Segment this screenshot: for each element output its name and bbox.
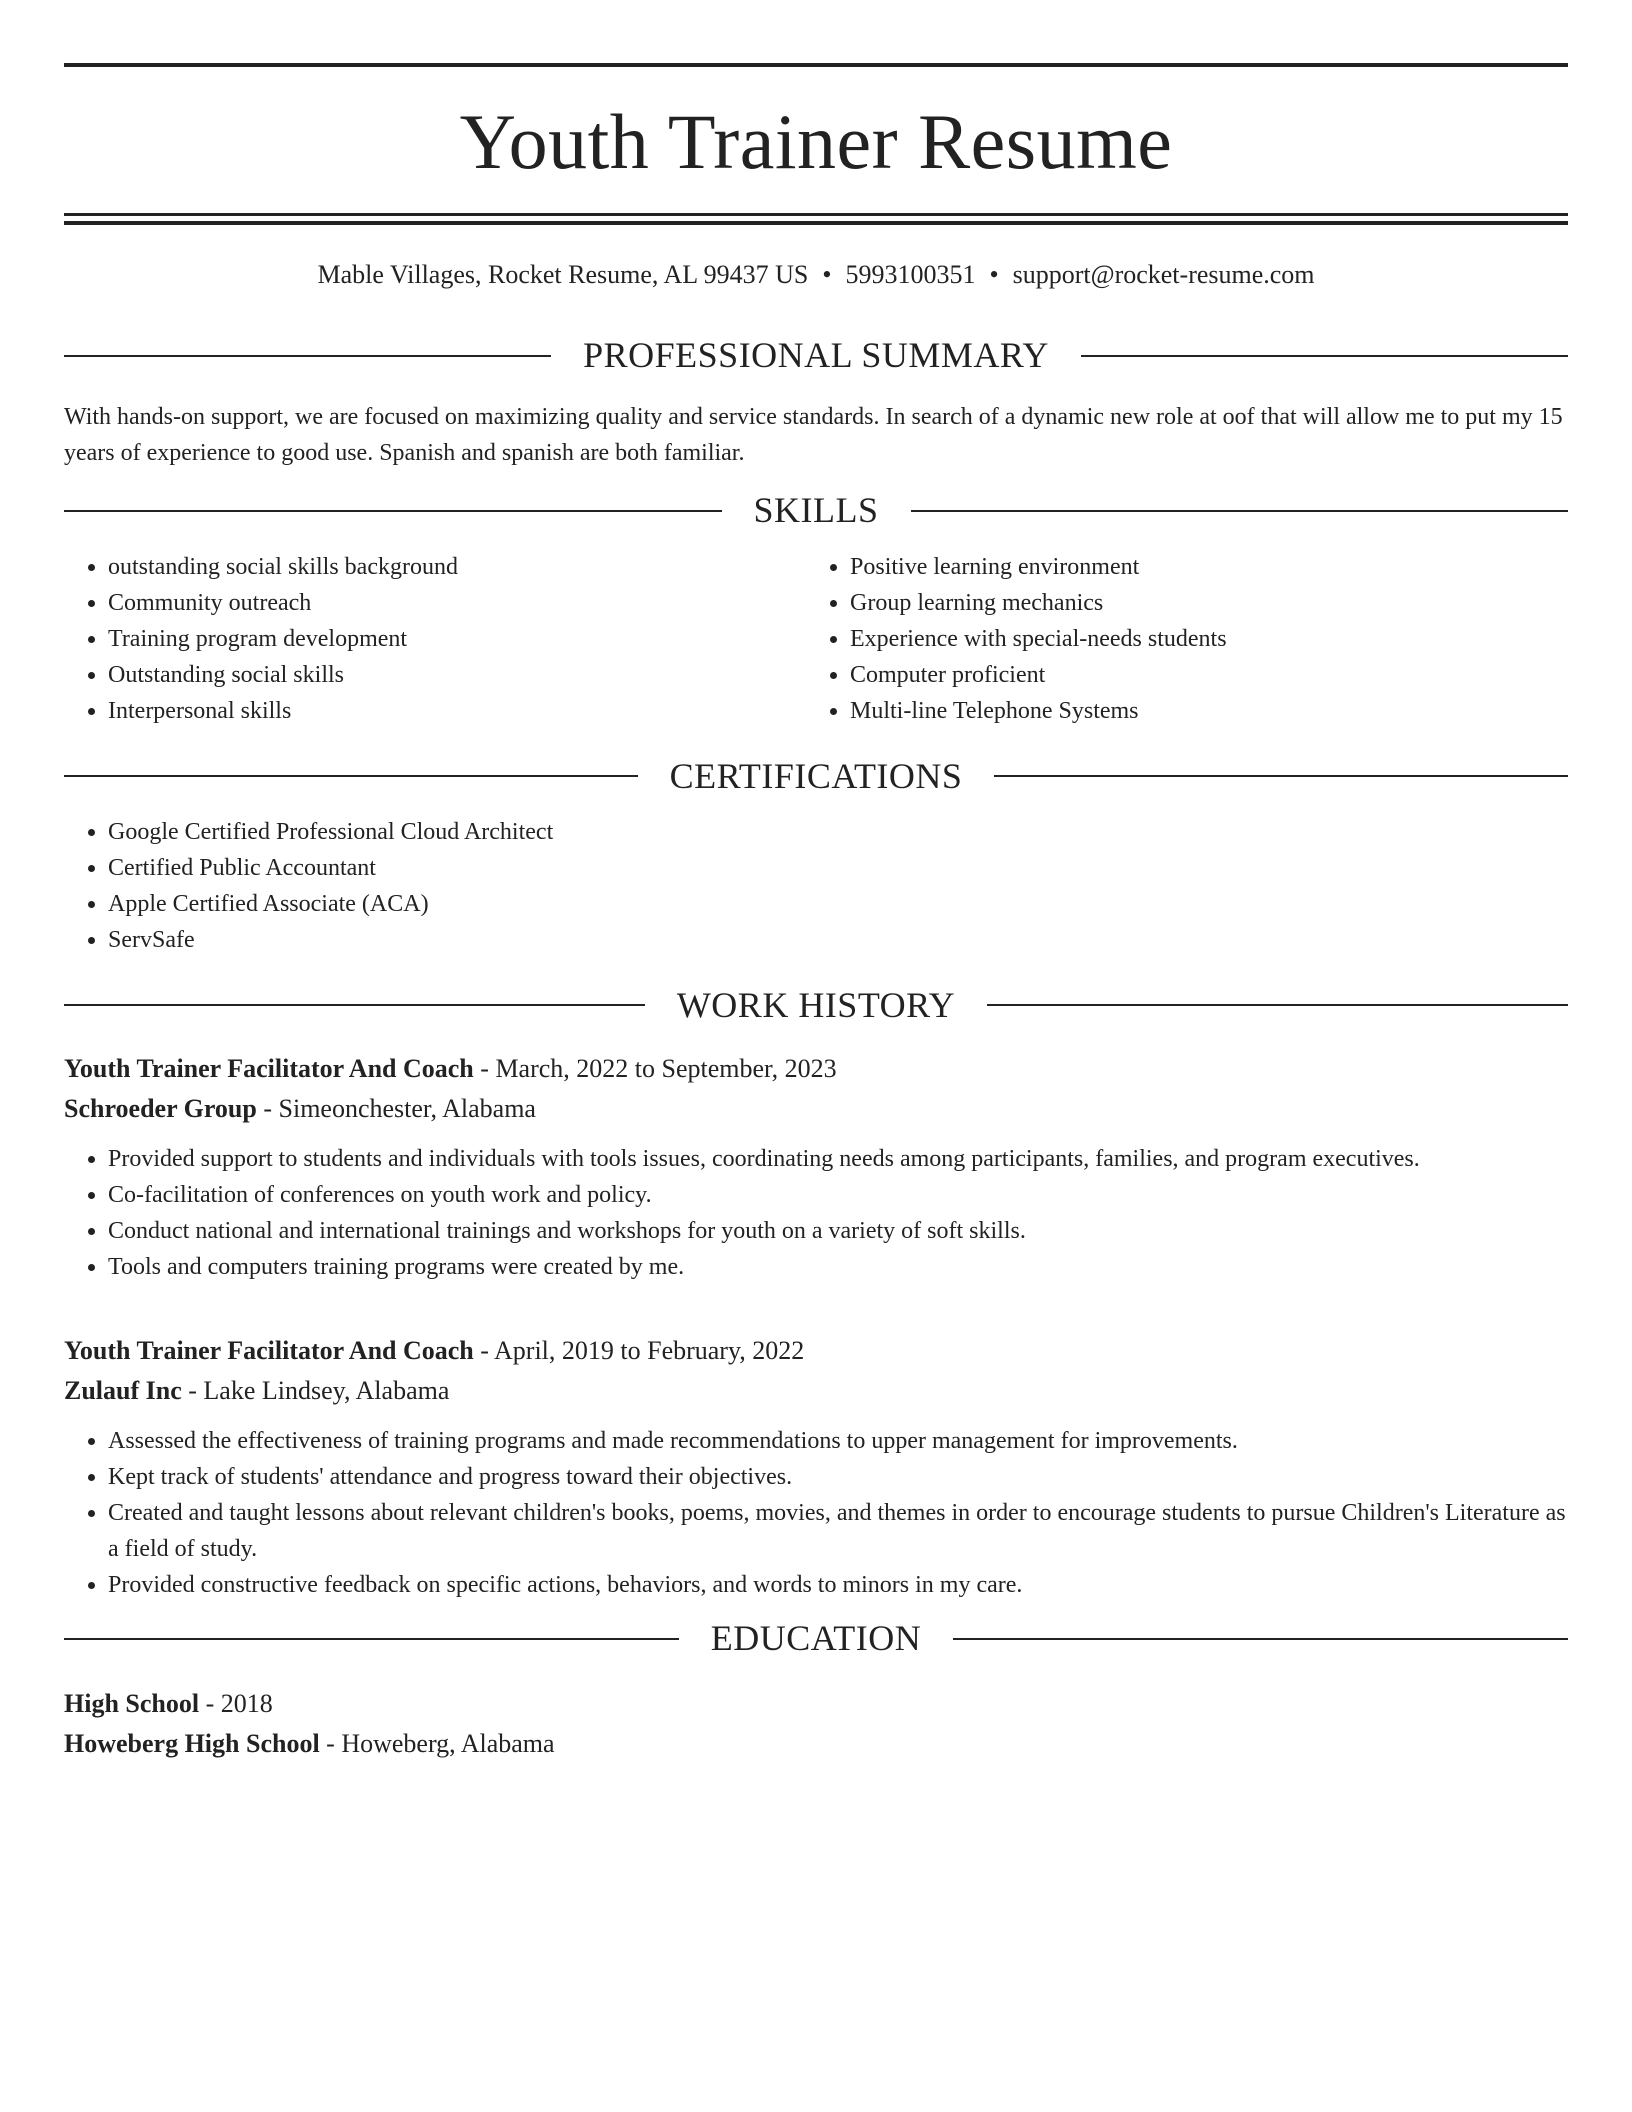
- title-double-rule: [64, 213, 1568, 225]
- job-duty: • Conduct national and international trainings and workshops for youth on a variety of soft skills.: [108, 1213, 1568, 1249]
- contact-address: Mable Villages, Rocket Resume, AL 99437 US: [317, 260, 809, 289]
- skills-list-right: [806, 549, 1568, 729]
- heading-rule-right: [987, 1004, 1568, 1006]
- heading-rule-right: [1081, 355, 1568, 357]
- job-duty: • Provided constructive feedback on specific actions, behaviors, and words to minors in my care.: [108, 1567, 1568, 1603]
- job-company: Schroeder Group: [64, 1093, 257, 1123]
- job-location: - Simeonchester, Alabama: [263, 1093, 536, 1123]
- job-duty: • Provided support to students and individuals with tools issues, coordinating needs among participants, families, and program executives.: [108, 1141, 1568, 1177]
- education-location: - Howeberg, Alabama: [326, 1729, 555, 1759]
- education-year: - 2018: [205, 1689, 273, 1719]
- summary-text: With hands-on support, we are focused on maximizing quality and service standards. In search of a dynamic new role at oof that will allow me to put my 15 years of experience to good use. Spanish and spanish are both familiar.: [64, 404, 1563, 467]
- job-company-line: [64, 1089, 1568, 1129]
- section-heading-work-history: [64, 984, 1568, 1027]
- section-title: CERTIFICATIONS: [669, 755, 963, 796]
- heading-rule-right: [911, 510, 1569, 512]
- heading-rule-left: [64, 355, 551, 357]
- job-title-line: [64, 1049, 1568, 1089]
- education-school: Howeberg High School: [64, 1729, 320, 1759]
- skills-grid: [64, 549, 1568, 729]
- section-heading-certifications: [64, 755, 1568, 798]
- certifications-list: [64, 814, 1568, 958]
- job-company: Zulauf Inc: [64, 1375, 182, 1405]
- job-title: Youth Trainer Facilitator And Coach: [64, 1335, 474, 1365]
- heading-rule-left: [64, 1004, 645, 1006]
- skill-item: • outstanding social skills background: [108, 549, 806, 585]
- top-rule: [64, 63, 1568, 67]
- education-degree-line: [64, 1684, 1568, 1724]
- job-duty: • Created and taught lessons about relevant children's books, poems, movies, and themes in order to encourage students to pursue Children's Literature as a field of study.: [108, 1495, 1568, 1567]
- job-duties-list: [64, 1141, 1568, 1285]
- skill-item: • Positive learning environment: [850, 549, 1568, 585]
- education-school-line: [64, 1724, 1568, 1764]
- job-duty: • Tools and computers training programs were created by me.: [108, 1249, 1568, 1285]
- contact-separator: •: [822, 260, 832, 289]
- job-dates: - April, 2019 to February, 2022: [480, 1335, 805, 1365]
- skill-item: • Community outreach: [108, 585, 806, 621]
- job-location: - Lake Lindsey, Alabama: [188, 1375, 450, 1405]
- skill-item: • Multi-line Telephone Systems: [850, 693, 1568, 729]
- contact-line: [64, 259, 1568, 290]
- skills-list-left: [64, 549, 806, 729]
- job-dates: - March, 2022 to September, 2023: [480, 1053, 837, 1083]
- heading-rule-left: [64, 775, 638, 777]
- skill-item: • Experience with special-needs students: [850, 621, 1568, 657]
- skill-item: • Interpersonal skills: [108, 693, 806, 729]
- section-heading-summary: [64, 334, 1568, 377]
- heading-rule-left: [64, 1638, 679, 1640]
- job-entry: [64, 1331, 1568, 1603]
- skill-item: • Training program development: [108, 621, 806, 657]
- job-duty: • Assessed the effectiveness of training programs and made recommendations to upper management for improvements.: [108, 1423, 1568, 1459]
- heading-rule-right: [994, 775, 1568, 777]
- job-entry: [64, 1049, 1568, 1285]
- section-heading-skills: [64, 489, 1568, 532]
- certification-item: • Apple Certified Associate (ACA): [108, 886, 1568, 922]
- heading-rule-left: [64, 510, 722, 512]
- section-title: PROFESSIONAL SUMMARY: [583, 335, 1049, 376]
- section-heading-education: [64, 1617, 1568, 1660]
- certification-item: • Certified Public Accountant: [108, 850, 1568, 886]
- job-duty: • Co-facilitation of conferences on youth work and policy.: [108, 1177, 1568, 1213]
- certification-item: • Google Certified Professional Cloud Architect: [108, 814, 1568, 850]
- contact-separator: •: [989, 260, 999, 289]
- job-title-line: [64, 1331, 1568, 1371]
- job-title: Youth Trainer Facilitator And Coach: [64, 1053, 474, 1083]
- certification-item: • ServSafe: [108, 922, 1568, 958]
- contact-phone: 5993100351: [845, 260, 976, 289]
- job-duties-list: [64, 1423, 1568, 1603]
- skill-item: • Outstanding social skills: [108, 657, 806, 693]
- section-title: SKILLS: [753, 490, 879, 531]
- contact-email: support@rocket-resume.com: [1012, 260, 1315, 289]
- skill-item: • Group learning mechanics: [850, 585, 1568, 621]
- education-entry: [64, 1684, 1568, 1764]
- heading-rule-right: [953, 1638, 1568, 1640]
- education-degree: High School: [64, 1689, 200, 1719]
- skill-item: • Computer proficient: [850, 657, 1568, 693]
- page-title: Youth Trainer Resume: [459, 98, 1173, 185]
- section-title: EDUCATION: [710, 1617, 922, 1658]
- section-title: WORK HISTORY: [676, 984, 956, 1025]
- job-duty: • Kept track of students' attendance and progress toward their objectives.: [108, 1459, 1568, 1495]
- job-company-line: [64, 1371, 1568, 1411]
